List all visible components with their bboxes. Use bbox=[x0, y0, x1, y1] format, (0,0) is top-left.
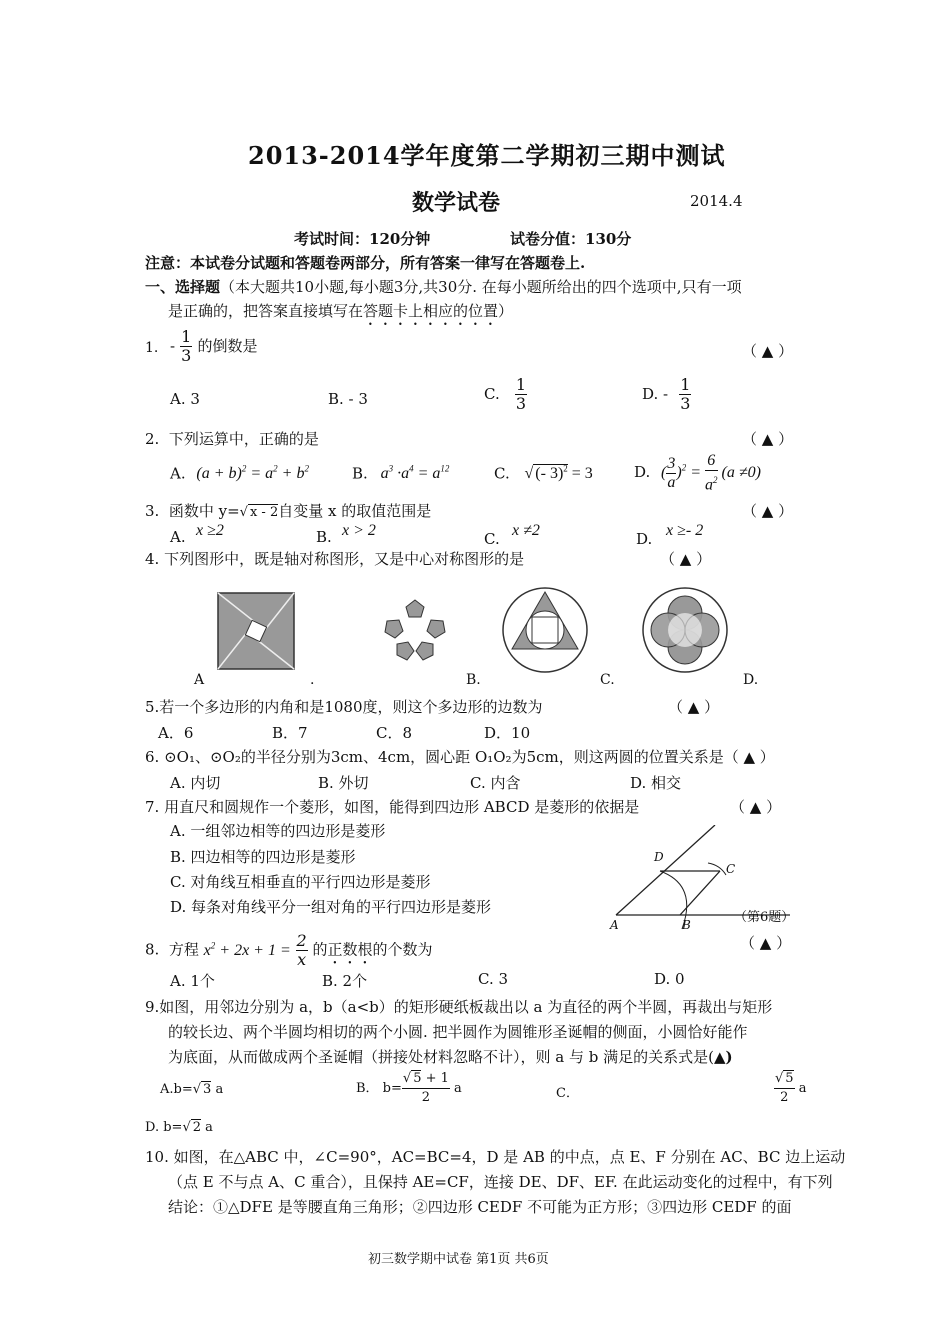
q2-option-a-label: A. bbox=[170, 464, 186, 483]
q7-option-b: B. 四边相等的四边形是菱形 bbox=[170, 848, 356, 866]
q8-stem-c: 的个数为 bbox=[372, 940, 433, 959]
q9-line2: 的较长边、两个半圆均相切的两个小圆. 把半圆作为圆锥形圣诞帽的侧面，小圆恰好能作 bbox=[168, 1023, 748, 1041]
q2-option-b bbox=[352, 464, 449, 483]
q9-line1: 9.如图，用邻边分别为 a，b（a<b）的矩形硬纸板裁出以 a 为直径的两个半圆，再裁出与矩形 bbox=[145, 998, 773, 1016]
q3-stem: 3. 函数中 y=√ x - 2自变量 x 的取值范围是 bbox=[145, 502, 432, 520]
q7-option-c: C. 对角线互相垂直的平行四边形是菱形 bbox=[170, 873, 431, 891]
q2-b-math: $a^3 \cdot a^4 = a^{12}$ bbox=[380, 464, 450, 483]
q2-option-b-label: B. bbox=[352, 464, 368, 483]
exam-score: 试卷分值：130分 bbox=[510, 230, 632, 248]
q4-label-d: D. bbox=[743, 672, 759, 688]
q3-b-math: x > 2 bbox=[342, 522, 376, 539]
section-intro-2c: ） bbox=[498, 302, 514, 320]
q1-option-c bbox=[484, 376, 527, 413]
q2-d-math: ( $\frac{3}{a}$ )$^2$ = $\frac{6}{a^2}$ (a ≠0) bbox=[661, 452, 761, 494]
q3-c-math: x ≠2 bbox=[512, 522, 540, 539]
q6-option-a: A. 内切 bbox=[170, 774, 221, 792]
q3-option-b: B. bbox=[316, 528, 332, 546]
q1-answer-mark: （ ▲ ） bbox=[742, 342, 794, 360]
q7-point-c: C bbox=[726, 862, 736, 876]
q4-figure-a bbox=[218, 593, 294, 669]
q5-option-c: C．8 bbox=[376, 724, 413, 742]
page-footer: 初三数学期中试卷 第1页 共6页 bbox=[368, 1252, 549, 1267]
q7-stem: 7. 用直尺和圆规作一个菱形，如图，能得到四边形 ABCD 是菱形的依据是 bbox=[145, 798, 640, 816]
q1-d-fraction bbox=[679, 376, 691, 413]
q1-option-d bbox=[642, 376, 691, 413]
q2-number: 2. bbox=[145, 430, 160, 448]
q7-point-d: D bbox=[654, 850, 664, 864]
q9-option-d: D. b=√ 2 a bbox=[145, 1120, 213, 1135]
q4-figures bbox=[210, 585, 810, 675]
q4-figure-c bbox=[503, 588, 587, 672]
q8-number: 8. bbox=[145, 940, 160, 959]
q5-stem: 5.若一个多边形的内角和是1080度，则这个多边形的边数为 bbox=[145, 698, 543, 716]
q8-stem-a: 方程 bbox=[168, 940, 199, 959]
q8-answer-mark: （ ▲ ） bbox=[740, 934, 792, 952]
q3-stem-a: 函数中 y= bbox=[168, 502, 240, 520]
q1-option-d-label: D. - bbox=[642, 385, 669, 403]
q3-number: 3. bbox=[145, 502, 160, 520]
q5-option-a: A．6 bbox=[158, 724, 194, 742]
q1-d-den: 3 bbox=[680, 394, 691, 413]
q7-point-a: A bbox=[610, 918, 619, 932]
q6-option-c: C. 内含 bbox=[470, 774, 521, 792]
q1-frac-num: 1 bbox=[181, 327, 192, 346]
q3-d-math: x ≥- 2 bbox=[666, 522, 704, 539]
q7-option-a: A. 一组邻边相等的四边形是菱形 bbox=[170, 822, 386, 840]
q2-stem bbox=[145, 428, 319, 449]
q4-label-a: A bbox=[194, 672, 205, 688]
section-heading: 一、选择题 bbox=[145, 278, 221, 296]
q1-stem: 的倒数是 bbox=[197, 337, 258, 355]
q9-option-d-label: D. b= bbox=[145, 1120, 183, 1135]
q7-option-d: D. 每条对角线平分一组对角的平行四边形是菱形 bbox=[170, 898, 492, 916]
q3-stem-b: 自变量 x 的取值范围是 bbox=[278, 502, 432, 520]
q9-option-c: C． bbox=[556, 1086, 579, 1101]
q7-answer-mark: （ ▲ ） bbox=[730, 798, 782, 816]
q3-answer-mark: （ ▲ ） bbox=[742, 502, 794, 520]
q1-d-num: 1 bbox=[680, 375, 691, 394]
q2-answer-mark: （ ▲ ） bbox=[742, 430, 794, 448]
q7-point-b: B bbox=[682, 918, 691, 932]
q2-stem-text: 下列运算中，正确的是 bbox=[168, 430, 319, 448]
q2-option-c bbox=[494, 464, 593, 483]
q9-option-b-label: B． b= bbox=[356, 1081, 402, 1096]
exam-date: 2014.4 bbox=[690, 192, 743, 210]
q1-c-fraction bbox=[515, 376, 527, 413]
q9-line3 bbox=[168, 1046, 733, 1067]
q3-option-a: A. bbox=[170, 528, 186, 546]
q10-line2: （点 E 不与点 A、C 重合），且保持 AE=CF，连接 DE、DF、EF. 在此运动变化的过程中，有下列 bbox=[168, 1173, 833, 1191]
q3-root: x - 2 bbox=[249, 505, 279, 520]
q4-label-b: B. bbox=[466, 672, 481, 688]
q4-figure-b bbox=[385, 600, 445, 660]
q9-option-c-value: $\frac{√ 5}{2}$ a bbox=[775, 1071, 807, 1105]
q10-line1: 10. 如图，在△ABC 中，∠C=90°，AC=BC=4，D 是 AB 的中点，点 E、F 分别在 AC、BC 边上运动 bbox=[145, 1148, 846, 1166]
page-subtitle: 数学试卷 bbox=[412, 190, 501, 216]
q5-option-d: D．10 bbox=[484, 724, 531, 742]
q4-stem bbox=[145, 548, 524, 569]
q10-line3: 结论：①△DFE 是等腰直角三角形；②四边形 CEDF 不可能为正方形；③四边形 CEDF 的面 bbox=[168, 1198, 792, 1216]
q8-option-c: C. 3 bbox=[478, 970, 509, 988]
q4-stem-text: 下列图形中，既是轴对称图形，又是中心对称图形的是 bbox=[164, 550, 525, 568]
q1-number: 1. bbox=[145, 340, 159, 356]
q1-fraction bbox=[180, 328, 192, 365]
q9-option-b: B． b= $\frac{√ 5 + 1}{2}$ a bbox=[356, 1071, 462, 1105]
notice: 注意：本试卷分试题和答题卷两部分，所有答案一律写在答题卷上. bbox=[145, 254, 586, 272]
q9-option-a-label: A.b= bbox=[160, 1082, 193, 1097]
q8-option-d: D. 0 bbox=[654, 970, 685, 988]
section-intro-line2 bbox=[168, 300, 513, 329]
q2-option-c-label: C. bbox=[494, 464, 510, 483]
q3-option-d: D. bbox=[636, 530, 653, 548]
q7-figure-label: （第6题） bbox=[734, 910, 795, 925]
section-intro-text: （本大题共10小题,每小题3分,共30分. 在每小题所给出的四个选项中,只有一项 bbox=[220, 278, 742, 296]
q4-number: 4. bbox=[145, 550, 160, 568]
q2-c-math: √ (- 3)$^2$ = 3 bbox=[524, 464, 593, 483]
q4-figure-d bbox=[643, 588, 727, 672]
q4-label-c: C. bbox=[600, 672, 615, 688]
q6-option-d: D. 相交 bbox=[630, 774, 682, 792]
section-intro-line1 bbox=[145, 276, 742, 297]
q2-option-d-label: D. bbox=[634, 462, 651, 481]
q9-line3-text: 为底面，从而做成两个圣诞帽（拼接处材料忽略不计），则 a 与 b 满足的关系式是( bbox=[168, 1048, 714, 1066]
q1-option-c-label: C. bbox=[484, 385, 500, 403]
q8-stem bbox=[145, 932, 433, 969]
q4-label-a-dot: . bbox=[310, 672, 315, 688]
q1-c-den: 3 bbox=[515, 394, 526, 413]
section-intro-2b: 答题卡上相应的位置 bbox=[363, 302, 499, 320]
q1-option-a: A. 3 bbox=[170, 390, 200, 408]
q6-stem: 6. ⊙O₁、⊙O₂的半径分别为3cm、4cm，圆心距 O₁O₂为5cm，则这两圆的位置关系是（ ▲ ） bbox=[145, 748, 775, 766]
page-title: 2013-2014学年度第二学期初三期中测试 bbox=[248, 141, 726, 170]
q8-stem-emph: 正数根 bbox=[327, 940, 373, 959]
q1-frac-den: 3 bbox=[181, 346, 192, 365]
q3-option-c: C. bbox=[484, 530, 500, 548]
q9-answer-mark: ▲ bbox=[713, 1048, 726, 1066]
exam-time: 考试时间：120分钟 bbox=[294, 230, 431, 248]
q2-a-math: $(a + b)^2 = a^2 + b^2$ bbox=[196, 464, 309, 483]
q8-stem-b: 的 bbox=[312, 940, 328, 959]
q3-a-math: x ≥2 bbox=[196, 522, 224, 539]
q1-sign: - bbox=[170, 337, 176, 355]
q6-option-b: B. 外切 bbox=[318, 774, 369, 792]
q5-option-b: B．7 bbox=[272, 724, 308, 742]
q9-line3-end: ) bbox=[725, 1048, 733, 1066]
q8-option-b: B. 2个 bbox=[322, 972, 368, 990]
q1-c-num: 1 bbox=[515, 375, 526, 394]
q8-equation: $x^2 + 2x + 1$ = bbox=[203, 940, 291, 959]
q9-option-a: A.b=√ 3 a bbox=[160, 1082, 224, 1097]
q2-option-a bbox=[170, 464, 309, 483]
q8-fraction: $\frac{2}{x}$ bbox=[296, 931, 307, 969]
q5-answer-mark: （ ▲ ） bbox=[668, 698, 720, 716]
q1-expression bbox=[170, 328, 257, 365]
q4-answer-mark: （ ▲ ） bbox=[660, 550, 712, 568]
q1-option-b: B. - 3 bbox=[328, 390, 368, 408]
section-intro-2a: 是正确的，把答案直接填写在 bbox=[168, 302, 364, 320]
q8-option-a: A. 1个 bbox=[170, 972, 215, 990]
q2-option-d bbox=[634, 452, 761, 494]
